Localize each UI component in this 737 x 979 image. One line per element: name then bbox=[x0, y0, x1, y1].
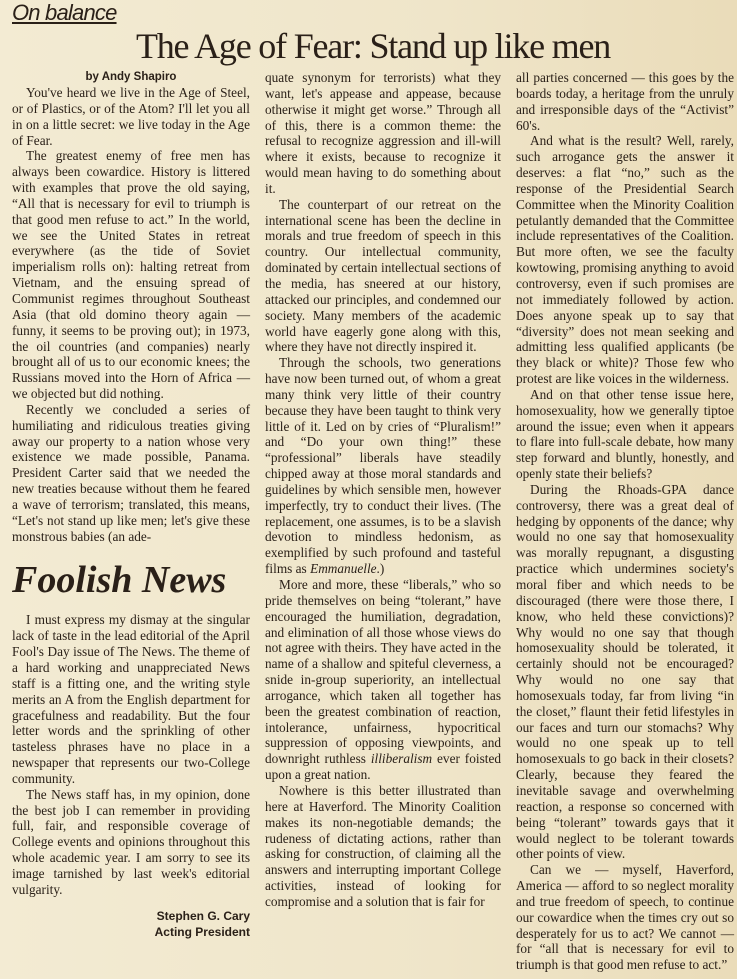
byline: by Andy Shapiro bbox=[85, 71, 177, 83]
column-3 bbox=[516, 70, 734, 973]
paragraph bbox=[265, 355, 501, 577]
text: .) bbox=[376, 561, 385, 577]
paragraph: Nowhere is this better illustrated than here at Haverford. The Minority Coalition makes its non-negotiable demands; the rudeness of dictating actions, rather than asking for construction, of claiming all the answers and interrupting important College activities, instead of looking for compromise and a solution that is fair for bbox=[265, 782, 501, 909]
paragraph: Recently we concluded a series of humiliating and ridiculous treaties giving away our property to a nation whose very existence we made possible, Panama. President Carter said that we needed the new treaties because without them he feared a wave of terrorism; translated, this means, “Let's not stand up like men; let's give these monstrous babies (an ade- bbox=[12, 401, 250, 544]
paragraph: quate synonym for terrorists) what they want, let's appease and appease, because otherwise it might get worse.” Through all of this, there is a common theme: the refusal to recognize aggression and ill-will where it exists, because to recognize it would mean having to do something about it. bbox=[265, 70, 501, 196]
emphasis: illiberalism bbox=[370, 751, 433, 767]
paragraph: Can we — myself, Haverford, America — afford to so neglect morality and true freedom of speech, to continue our cowardice when the times cry out so desperately for us to act? We cannot — for “all that is necessary for evil to triumph is that good men refuse to act.” bbox=[516, 862, 734, 973]
film-title: Emmanuelle bbox=[310, 561, 377, 577]
signature-name: Stephen G. Cary bbox=[156, 908, 250, 923]
paragraph: You've heard we live in the Age of Steel, or of Plastics, or of the Atom? I'll let you all in on a little secret: we live today in the Age of Fear. bbox=[12, 85, 250, 148]
section-kicker: On balance bbox=[12, 0, 117, 25]
letter-heading: Foolish News bbox=[12, 559, 227, 602]
paragraph: I must express my dismay at the singular lack of taste in the lead editorial of the April Fool's Day issue of The News. The theme of a hard working and unappreciated News staff is a fitting one, and the writing style merits an A from the English department for gracefulness and readability. But the four letter words and the sprinkling of other tasteless phrases have no place in a newspaper that represents our two-College community. bbox=[12, 612, 250, 786]
paragraph: The greatest enemy of free men has always been cowardice. History is littered with examples that prove the old saying, “All that is necessary for evil to triumph is that good men refuse to act.” In the world, we see the United States in retreat everywhere (as the tide of Soviet imperialism rolls on): halting retreat from Vietnam, and the ensuing spread of Communist regimes throughout Southeast Asia (that old domino theory again — funny, it seems to be proving out); in 1973, the oil countries (and companies) nearly brought all of us to our economic knees; the Russians moved into the Horn of Africa — we objected but did nothing. bbox=[12, 148, 250, 402]
paragraph: And on that other tense issue here, homosexuality, how we generally tiptoe around the issue; even when it appears to flare into full-scale debate, how many step forward and bluntly, honestly, and openly state their beliefs? bbox=[516, 386, 734, 482]
paragraph: The counterpart of our retreat on the international scene has been the decline in morals and true freedom of speech in this country. Our intellectual community, dominated by certain intellectual sections of the media, has sneered at our history, attacked our principles, and condemned our society. Many members of the academic world have eagerly gone along with this, where they have not directly inspired it. bbox=[265, 196, 501, 355]
paragraph: all parties concerned — this goes by the boards today, a heritage from the unruly and irresponsible days of the “Activist” 60's. bbox=[516, 70, 734, 133]
headline: The Age of Fear: Stand up like men bbox=[135, 26, 611, 66]
text: More and more, these “liberals,” who so pride themselves on being “tolerant,” have encouraged the humiliation, degradation, and elimination of all those whose views do not agree with theirs. They have acted in the name of a shallow and spiteful cleverness, a snide in-group superiority, an intellectual arrogance, which taken all together has been the greatest combination of reaction, intolerance, unfairness, hypocritical suppression of opposing viewpoints, and downright ruthless bbox=[265, 577, 501, 767]
column-1 bbox=[12, 70, 250, 940]
paragraph bbox=[265, 577, 501, 783]
columns bbox=[12, 70, 734, 973]
column-2 bbox=[265, 70, 501, 910]
paragraph: During the Rhoads-GPA dance controversy, there was a great deal of hedging by opponents of the dance; why would no one say that homosexuality was morally repugnant, a disgusting practice which undermines society's moral fiber and which needs to be discouraged (there were those there, I know, who held these convictions)? Why would no one say that though homosexuality should be tolerated, it certainly should not be encouraged? Why would no one say that homosexuals today, far from living “in the closet,” flaunt their fetid lifestyles in our faces and turn our stomachs? Why would no one speak up to tell homosexuals to go back in their closets? Clearly, because they feared the inevitable savage and overwhelming reaction, a response so concerned with being “tolerant” towards gays that it would neglect to be tolerant towards other points of view. bbox=[516, 481, 734, 862]
paragraph: The News staff has, in my opinion, done the best job I can remember in providing full, fair, and responsible coverage of College events and opinions throughout this whole academic year. I am sorry to see its image tarnished by last week's editorial vulgarity. bbox=[12, 786, 250, 897]
text: ever foisted upon a great nation. bbox=[265, 751, 501, 783]
text: Through the schools, two generations have now been turned out, of whom a great many think very little of their country because they have been taught to think very little of it. Led on by cries of “Pluralism!” and “Do your own thing!” these “professional” liberals have steadily chipped away at those moral standards and guidelines by which sensible men, however imperfectly, try to conduct their lives. (The replacement, one assumes, is to be a slavish devotion to mindless hedonism, as exemplified by such profound and tasteful films as bbox=[265, 355, 501, 577]
paragraph: And what is the result? Well, rarely, such arrogance gets the answer it deserves: a flat “no,” such as the response of the Presidential Search Committee when the Minority Coalition petulantly demanded that the Committee include representatives of the Coalition. But more often, we see the faculty kowtowing, promising anything to avoid controversy, even if such promises are not immediately followed by action. Does anyone speak up to say that “diversity” does not mean seeking and admitting less qualified applicants (be they black or white)? Those few who protest are like voices in the wilderness. bbox=[516, 133, 734, 387]
signature-title: Acting President bbox=[154, 924, 250, 939]
letter-body bbox=[12, 612, 250, 897]
